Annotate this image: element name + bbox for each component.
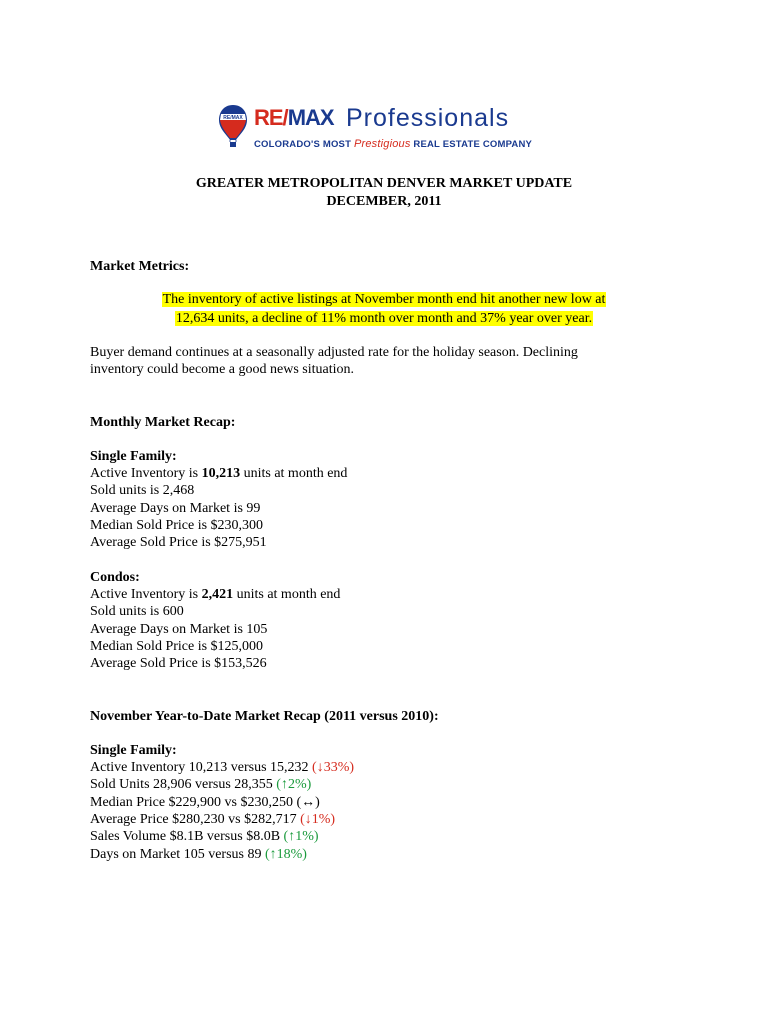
document-title: GREATER METROPOLITAN DENVER MARKET UPDATE: [195, 176, 573, 191]
buyer-demand-paragraph-line-1: Buyer demand continues at a seasonally adjusted rate for the holiday season. Declining: [90, 345, 578, 360]
sf-average-price: Average Sold Price is $275,951: [90, 535, 267, 550]
condo-average-price: Average Sold Price is $153,526: [90, 656, 267, 671]
sf-median-price: Median Sold Price is $230,300: [90, 518, 264, 533]
svg-text:RE/MAX: RE/MAX: [223, 115, 243, 121]
condo-active-inventory: Active Inventory is 2,421 units at month end: [90, 587, 341, 602]
ytd-row-days-on-market: Days on Market 105 versus 89 (↑18%): [90, 847, 307, 862]
sf-days-on-market: Average Days on Market is 99: [90, 501, 261, 516]
change-up-indicator: (↑2%): [276, 777, 312, 792]
buyer-demand-paragraph-line-2: inventory could become a good news situation.: [90, 362, 354, 377]
condo-median-price: Median Sold Price is $125,000: [90, 639, 264, 654]
professionals-wordmark: Professionals: [346, 104, 510, 132]
change-down-indicator: (↓33%): [312, 760, 355, 775]
ytd-row-active-inventory: Active Inventory 10,213 versus 15,232 (↓33%): [90, 760, 355, 775]
monthly-recap-heading: Monthly Market Recap:: [90, 415, 236, 430]
highlight-line-2: 12,634 units, a decline of 11% month over month and 37% year over year.: [175, 311, 593, 326]
single-family-heading: Single Family:: [90, 449, 177, 464]
ytd-row-average-price: Average Price $280,230 vs $282,717 (↓1%): [90, 812, 336, 827]
sf-sold-units: Sold units is 2,468: [90, 483, 195, 498]
change-flat-indicator: (↔): [296, 795, 320, 810]
market-metrics-heading: Market Metrics:: [90, 259, 190, 274]
highlight-line-1: The inventory of active listings at November month end hit another new low at: [162, 292, 606, 307]
condos-heading: Condos:: [90, 570, 140, 585]
ytd-recap-heading: November Year-to-Date Market Recap (2011 versus 2010):: [90, 709, 439, 724]
document-date: DECEMBER, 2011: [326, 194, 442, 209]
sf-active-inventory: Active Inventory is 10,213 units at month end: [90, 466, 348, 481]
highlighted-summary-2: [0, 309, 768, 329]
logo-tagline: COLORADO'S MOST Prestigious REAL ESTATE COMPANY: [254, 138, 533, 150]
ytd-row-sold-units: Sold Units 28,906 versus 28,355 (↑2%): [90, 777, 312, 792]
condo-sold-units: Sold units is 600: [90, 604, 184, 619]
remax-wordmark: RE/MAX: [254, 105, 334, 130]
change-up-indicator: (↑1%): [283, 829, 319, 844]
change-up-indicator: (↑18%): [264, 847, 307, 862]
highlighted-summary: [0, 290, 768, 310]
remax-logo: [216, 100, 556, 158]
hot-air-balloon-icon: [218, 104, 248, 152]
ytd-row-median-price: Median Price $229,900 vs $230,250 (↔): [90, 795, 320, 810]
condo-days-on-market: Average Days on Market is 105: [90, 622, 268, 637]
ytd-single-family-heading: Single Family:: [90, 743, 177, 758]
ytd-row-sales-volume: Sales Volume $8.1B versus $8.0B (↑1%): [90, 829, 319, 844]
change-down-indicator: (↓1%): [300, 812, 336, 827]
